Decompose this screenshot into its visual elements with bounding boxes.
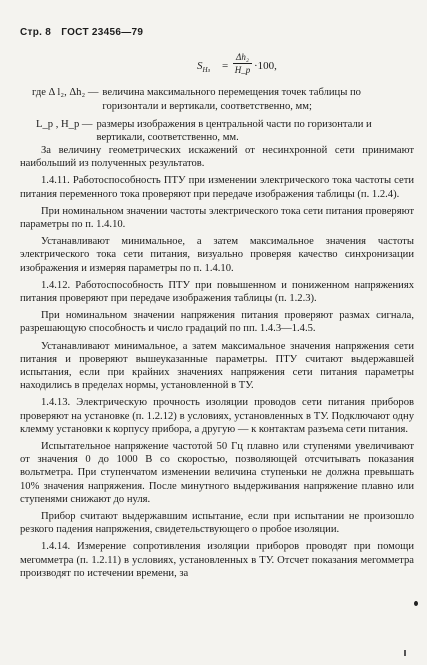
paragraph: При номинальном значении напряжения питания проверяют размах сигнала, разрешающую способность и число градаций по пп. 1.4.3—1.4.5. — [20, 310, 414, 335]
formula — [0, 50, 427, 84]
definition-term: где Δ l₂, Δh₂ — — [32, 87, 99, 98]
paragraph: 1.4.14. Измерение сопротивления изоляции приборов проводят при помощи мегомметра (п. 1.2.11) в условиях, установленных в ТУ. Отсчет показания мегомметра производят по истечении времени, за — [20, 541, 414, 579]
page-number: Стр. 8 — [20, 27, 52, 38]
paragraph: При номинальном значении частоты электрического тока сети питания проверяют параметры по п. 1.4.10. — [20, 205, 414, 231]
formula-lhs: $S_{Hз}$ — [197, 60, 210, 75]
page-header — [20, 27, 150, 38]
definition-term: L_p , H_p — — [36, 118, 93, 130]
standard-id: ГОСТ 23456—79 — [61, 27, 144, 38]
paragraph: За величину геометрических искажений от несинхронной сети принимают наибольший из полученных результатов. — [20, 145, 414, 170]
paragraph: 1.4.11. Работоспособность ПТУ при изменении электрического тока частоты сети питания переменного тока проверяют при передаче изображения таблицы (п. 1.2.4). — [20, 175, 414, 200]
formula-denominator: H_p — [234, 65, 251, 75]
body-text — [20, 144, 414, 584]
paragraph: Испытательное напряжение частотой 50 Гц плавно или ступенями увеличивают от значения 0 до 1000 В со скоростью, позволяющей отсчитывать показания вольтметра. При ступенчатом изменении величина ступеньки не должна превышать 10% значения напряжения. После минутного выдерживания напряжение плавно или ступенями снижают до нуля. — [20, 441, 414, 505]
page-mark-tick — [404, 650, 406, 656]
definitions — [32, 86, 414, 149]
paragraph: Прибор считают выдержавшим испытание, если при испытании не произошло резкого падения напряжения, свидетельствующего о пробое изоляции. — [20, 511, 414, 536]
paragraph: Устанавливают минимальное, а затем максимальное значения напряжения сети питания и проверяют вышеуказанные параметры. ПТУ считают выдержавшей испытания, если при крайних значениях напряжения сети питания параметры находились в пределах нормы, установленной в ТУ. — [20, 340, 414, 392]
paragraph: 1.4.12. Работоспособность ПТУ при повышенном и пониженном напряжениях питания проверяют при передаче изображения таблицы (п. 1.2.3). — [20, 279, 414, 305]
definition-text: величина максимального перемещения точек таблицы по горизонтали и вертикали, соответственно, мм; — [102, 87, 361, 112]
paragraph: Устанавливают минимальное, а затем максимальное значения частоты электрического тока сети питания, визуально проверяя качество синхронизации изображения и измеряя параметры по п. 1.4.10. — [20, 236, 414, 274]
formula-equals: = — [222, 60, 229, 72]
definition-item — [36, 118, 414, 146]
formula-tail: ·100, — [254, 60, 277, 72]
definition-item — [32, 86, 414, 114]
formula-fraction — [233, 52, 252, 75]
page-mark-dot — [414, 601, 418, 606]
formula-numerator: Δh₂ — [233, 52, 252, 64]
definition-text: размеры изображения в центральной части по горизонтали и вертикали, соответственно, мм. — [96, 118, 372, 144]
paragraph: 1.4.13. Электрическую прочность изоляции проводов сети питания приборов проверяют на установке (п. 1.2.12) в условиях, установленных в ТУ. Подключают одну клемму установки к корпусу прибора, а другую — к контактам разъема сети питания. — [20, 397, 414, 435]
